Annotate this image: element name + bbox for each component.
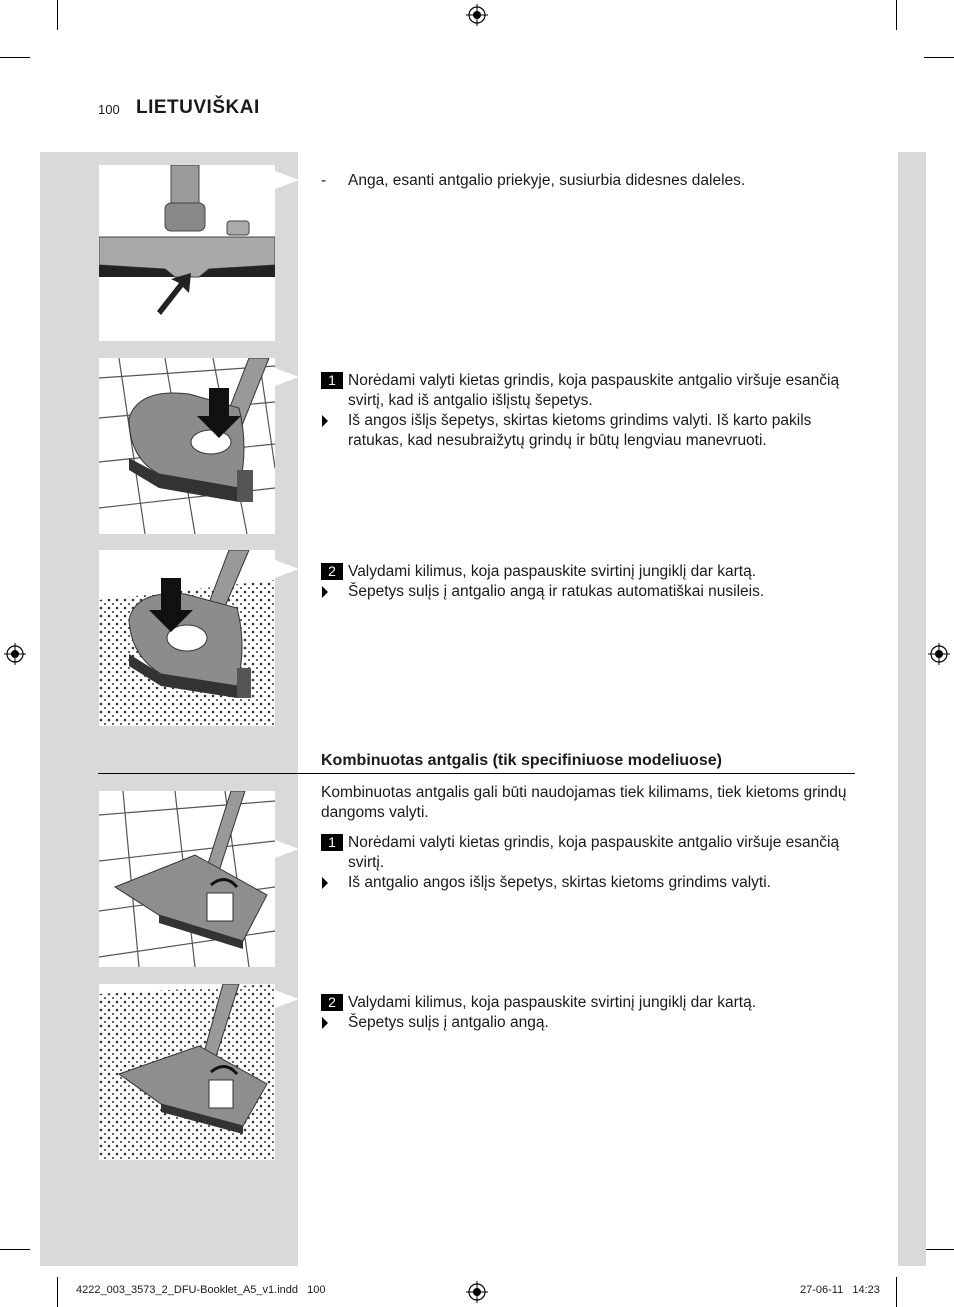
callout-pointer	[275, 840, 299, 858]
registration-mark-icon	[466, 1281, 488, 1303]
step-text: Norėdami valyti kietas grindis, koja paspauskite antgalio viršuje esančią svirtį, kad iš antgalio išlįstų šepetys.	[348, 372, 840, 409]
footer-file-name: 4222_003_3573_2_DFU-Booklet_A5_v1.indd 100	[76, 1284, 326, 1296]
triangle-bullet-icon	[322, 415, 328, 427]
nozzle-front-opening-icon	[99, 165, 275, 341]
section-intro: Kombinuotas antgalis gali būti naudojamas tiek kilimams, tiek kietoms grindų dangoms valyti.	[321, 784, 847, 821]
step-text: Valydami kilimus, koja paspauskite svirtinį jungiklį dar kartą.	[348, 994, 757, 1011]
footer-date: 27-06-11 14:23	[800, 1284, 880, 1296]
section-divider	[98, 773, 855, 774]
nozzle-hard-floor-icon	[99, 358, 275, 534]
step-1	[321, 833, 861, 873]
combi-nozzle-hard-floor-icon	[99, 791, 275, 967]
crop-mark	[0, 57, 30, 58]
step-2	[321, 562, 861, 582]
crop-mark	[57, 0, 58, 30]
page-number: 100	[98, 102, 120, 117]
step-result	[321, 1013, 861, 1033]
list-item	[321, 171, 861, 191]
registration-mark-icon	[928, 643, 950, 665]
side-margin-bar	[898, 152, 926, 1266]
crop-mark	[896, 1277, 897, 1307]
triangle-bullet-icon	[322, 586, 328, 598]
nozzle-carpet-icon	[99, 550, 275, 726]
step-result	[321, 411, 861, 451]
callout-pointer	[275, 368, 299, 386]
combi-nozzle-carpet-icon	[99, 984, 275, 1160]
step-number: 2	[321, 994, 343, 1011]
step-text: Norėdami valyti kietas grindis, koja paspauskite antgalio viršuje esančią svirtį.	[348, 834, 840, 871]
step-number: 2	[321, 563, 343, 580]
language-title: LIETUVIŠKAI	[136, 97, 260, 118]
crop-mark	[924, 57, 954, 58]
triangle-bullet-icon	[322, 1017, 328, 1029]
crop-mark	[0, 1249, 30, 1250]
section-title: Kombinuotas antgalis (tik specifiniuose modeliuose)	[321, 752, 722, 769]
registration-mark-icon	[4, 643, 26, 665]
step-result	[321, 873, 861, 893]
callout-pointer	[275, 560, 299, 578]
crop-mark	[924, 1249, 954, 1250]
step-number: 1	[321, 372, 343, 389]
result-text: Iš antgalio angos išlįs šepetys, skirtas kietoms grindims valyti.	[348, 874, 771, 891]
crop-mark	[896, 0, 897, 30]
callout-pointer	[275, 990, 299, 1008]
result-text: Iš angos išlįs šepetys, skirtas kietoms grindims valyti. Iš karto pakils ratukas, kad nesubraižytų grindų ir būtų lengviau manevruoti.	[348, 412, 812, 449]
step-text: Valydami kilimus, koja paspauskite svirtinį jungiklį dar kartą.	[348, 563, 757, 580]
dash-marker: -	[321, 172, 327, 189]
dash-item-text: Anga, esanti antgalio priekyje, susiurbia didesnes daleles.	[348, 172, 746, 189]
triangle-bullet-icon	[322, 877, 328, 889]
result-text: Šepetys sulįs į antgalio angą ir ratukas automatiškai nusileis.	[348, 583, 765, 600]
result-text: Šepetys sulįs į antgalio angą.	[348, 1014, 549, 1031]
step-number: 1	[321, 834, 343, 851]
step-2	[321, 993, 861, 1013]
registration-mark-icon	[466, 4, 488, 26]
step-result	[321, 582, 861, 602]
crop-mark	[57, 1277, 58, 1307]
step-1	[321, 371, 861, 411]
callout-pointer	[275, 171, 299, 189]
